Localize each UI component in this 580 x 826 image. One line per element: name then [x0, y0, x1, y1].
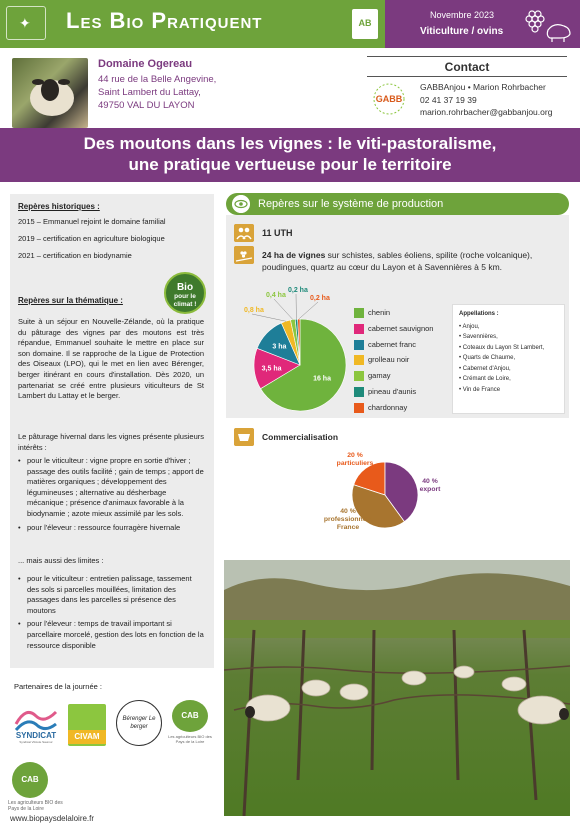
- appellation-item: • Cabernet d'Anjou,: [459, 365, 511, 372]
- workers-icon: [234, 224, 254, 242]
- appellation-item: • Savennières,: [459, 334, 498, 340]
- contact-info: [420, 81, 552, 119]
- historique-heading: Repères historiques :: [18, 202, 100, 211]
- syndicat-logo-subtext: Syndicat Viticole Saumur: [19, 740, 53, 744]
- legend-swatch: [354, 324, 364, 334]
- pie-data-label: 0,4 ha: [266, 292, 286, 299]
- appellation-item: • Crémant de Loire,: [459, 376, 511, 382]
- address-line: 49750 VAL DU LAYON: [98, 100, 195, 111]
- legend-label: cabernet sauvignon: [368, 323, 434, 333]
- appellation-item: • Anjou,: [459, 323, 480, 330]
- legend-item: [354, 355, 433, 371]
- list-item: • pour l'éleveur : ressource fourragère hivernale: [18, 523, 204, 534]
- eu-organic-logo: [6, 6, 46, 40]
- legend-swatch: [354, 403, 364, 413]
- cab-footer-tagline: Les agriculteurs BIO des Pays de la Loire: [8, 800, 63, 812]
- pie-data-label: professionnels: [323, 516, 373, 523]
- legend-swatch: [354, 355, 364, 365]
- article-title: [40, 133, 540, 175]
- contact-phone[interactable]: 02 41 37 19 39: [420, 94, 477, 105]
- pie-data-label: 40 %: [340, 508, 356, 515]
- appellations-title: Appellations :: [459, 311, 499, 317]
- vignes-detail: sur schistes, sables éoliens, spilite (roche volcanique), poudingues, quartz au cœur du Layon et à Savennières à 5 km.: [262, 250, 533, 272]
- civam-logo: [68, 704, 106, 746]
- syndicat-logo: [10, 700, 62, 744]
- legend-item: [354, 403, 433, 419]
- limites-intro: ... mais aussi des limites :: [18, 556, 104, 565]
- limites-list: [18, 574, 204, 654]
- legend-swatch: [354, 371, 364, 381]
- vignes-area: 24 ha de vignes: [262, 250, 326, 260]
- cab-logo-subtext: Les agriculteurs BIO des Pays de la Loire: [168, 734, 212, 744]
- appellation-item: • Vin de France: [459, 386, 501, 393]
- list-item: • pour le viticulteur : vigne propre en sortie d'hiver ; passage des outils facilité ; gain de temps ; apport de matières organiques ; développement des légumineuses ; alternative au désherbage mécanique ; présence d'animaux favorable à la biodynamie ; azote mieux assimilé par les sols.: [18, 456, 204, 520]
- domaine-address: [98, 73, 298, 112]
- legend-label: grolleau noir: [368, 355, 410, 365]
- badge-bottom: pour le climat !: [173, 293, 197, 308]
- contact-title: Contact: [444, 60, 490, 74]
- legend-swatch: [354, 308, 364, 318]
- legend-item: [354, 340, 433, 356]
- interets-list: [18, 456, 204, 536]
- appellation-item: • Coteaux du Layon St Lambert,: [459, 344, 545, 351]
- berenger-logo: Bérenger Le berger: [116, 700, 162, 746]
- legend-item: [354, 371, 433, 387]
- divider: [367, 76, 567, 77]
- farmer-photo: [12, 58, 88, 128]
- pie-data-label: export: [419, 486, 441, 493]
- legend-item: [354, 308, 433, 324]
- vineyard-icon: [234, 246, 254, 264]
- historique-item: 2015 – Emmanuel rejoint le domaine familial: [18, 217, 166, 226]
- eye-icon: [232, 195, 250, 213]
- article-title-line: une pratique vertueuse pour le territoire: [128, 155, 452, 174]
- partners-label: Partenaires de la journée :: [14, 682, 102, 691]
- address-line: 44 rue de la Belle Angevine,: [98, 74, 217, 85]
- pie-data-label: 3,5 ha: [261, 365, 282, 373]
- legend-swatch: [354, 387, 364, 397]
- website-link[interactable]: www.biopaysdelaloire.fr: [10, 814, 95, 823]
- leaf-icon: ✦: [19, 15, 31, 31]
- list-item: • pour le viticulteur : entretien palissage, tassement des sols si parcelles mouillées, limitation des passages dans les parcelles si présence des moutons: [18, 574, 204, 616]
- badge-top: Bio: [176, 282, 194, 293]
- pie-data-label: 3 ha: [272, 343, 287, 351]
- commercialisation-pie-chart: [300, 445, 470, 555]
- commerce-icon: [234, 428, 254, 446]
- header: [0, 0, 580, 48]
- pie-data-label: France: [336, 524, 360, 531]
- legend-label: chardonnay: [368, 402, 408, 412]
- pie-data-label: 0,8 ha: [244, 307, 264, 314]
- legend-label: chenin: [368, 308, 391, 317]
- legend-label: pineau d'aunis: [368, 386, 417, 396]
- commercialisation-title: Commercialisation: [262, 432, 339, 442]
- historique-item: 2021 – certification en biodynamie: [18, 251, 132, 260]
- contact-email[interactable]: marion.rohrbacher@gabbanjou.org: [420, 107, 553, 117]
- legend-item: [354, 324, 433, 340]
- pie-data-label: 0,2 ha: [310, 295, 330, 302]
- legend-label: cabernet franc: [368, 339, 416, 349]
- cepages-legend: [354, 308, 433, 419]
- interets-intro: Le pâturage hivernal dans les vignes présente plusieurs intérêts :: [18, 432, 204, 452]
- civam-label: CIVAM: [68, 730, 106, 744]
- divider: [367, 56, 567, 57]
- syndicat-logo-text: SYNDICAT: [15, 731, 57, 740]
- contact-names: GABBAnjou • Marion Rohrbacher: [420, 82, 546, 92]
- pie-leader-line: [252, 314, 286, 321]
- issue-category: Viticulture / ovins: [420, 26, 504, 37]
- pie-data-label: 20 %: [347, 452, 363, 459]
- thematique-paragraph: Suite à un séjour en Nouvelle-Zélande, où la pratique du pâturage des vignes par des moutons est très répandue, Emmanuel souhaite le mettre en place sur son domaine. Il se rapproche de la Ligue de Protection des Oiseaux (LPO), qui le met en lien avec Bérenger, berger itinérant en cours d'installation. Dès 2020, un partenariat se créé entre plusieurs viticulteurs de St Lambert du Lattay et le berger.: [18, 317, 204, 401]
- legend-swatch: [354, 340, 364, 350]
- appellations-box: [452, 304, 565, 414]
- vignes-description: [262, 250, 562, 273]
- list-item: • pour l'éleveur : temps de travail important si parcellaire morcelé, gestion des lots en fonction de la ressource disponible: [18, 619, 204, 651]
- legend-label: gamay: [368, 371, 391, 381]
- pie-data-label: 16 ha: [313, 375, 331, 383]
- address-line: Saint Lambert du Lattay,: [98, 87, 201, 98]
- bio-climat-badge: [164, 272, 206, 314]
- ab-logo: AB: [352, 9, 378, 39]
- pie-leader-line: [299, 302, 318, 319]
- cab-footer-logo: CAB: [12, 762, 48, 798]
- pie-data-label: 0,2 ha: [288, 287, 308, 294]
- gabb-logo: [368, 80, 410, 118]
- issue-date: Novembre 2023: [430, 10, 495, 20]
- legend-item: [354, 387, 433, 403]
- pie-data-label: particuliers: [336, 460, 374, 467]
- grape-sheep-icon: [520, 6, 572, 44]
- uth-value: 11 UTH: [262, 228, 293, 238]
- vineyard-sheep-photo: [224, 560, 570, 816]
- pie-data-label: 40 %: [422, 478, 438, 485]
- reperes-title: Repères sur le système de production: [258, 198, 444, 210]
- newsletter-title: Les Bio Pratiquent: [66, 8, 263, 33]
- pie-leader-line: [274, 299, 293, 320]
- article-title-line: Des moutons dans les vignes : le viti-pastoralisme,: [83, 134, 497, 153]
- historique-item: 2019 – certification en agriculture biologique: [18, 234, 165, 243]
- appellation-item: • Quarts de Chaume,: [459, 355, 516, 361]
- gabb-logo-text: GABB: [375, 94, 403, 104]
- domaine-name: Domaine Ogereau: [98, 58, 193, 70]
- thematique-heading: Repères sur la thématique :: [18, 296, 123, 305]
- cab-logo: CAB: [172, 700, 208, 732]
